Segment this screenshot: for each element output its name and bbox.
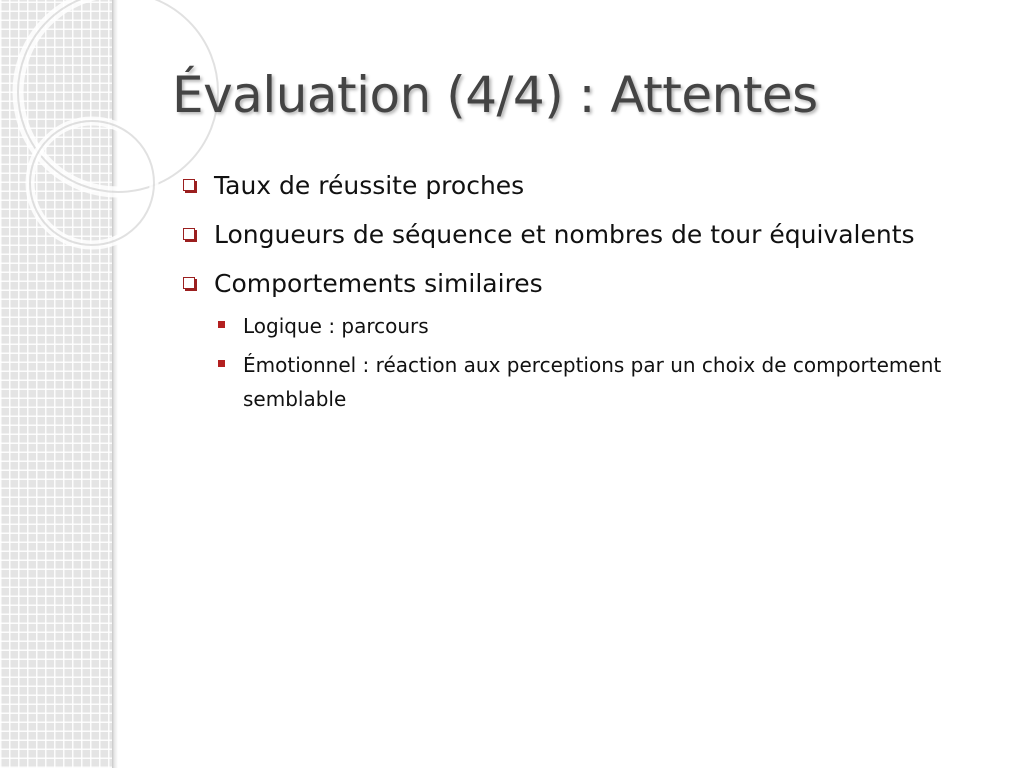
square-bullet-icon: [183, 228, 195, 240]
sub-bullet-list: [180, 309, 1010, 416]
sub-bullet-item: [216, 348, 1010, 416]
square-bullet-icon: [183, 277, 195, 289]
filled-square-bullet-icon: [218, 321, 225, 328]
bullet-text: Taux de réussite proches: [214, 171, 525, 200]
sub-bullet-text: Émotionnel : réaction aux perceptions par un choix de comportement semblable: [243, 353, 942, 411]
slide-title: Évaluation (4/4) : Attentes: [172, 66, 818, 124]
square-bullet-icon: [183, 179, 195, 191]
filled-square-bullet-icon: [218, 360, 225, 367]
bullet-item: [180, 166, 1010, 206]
sub-bullet-item: [216, 309, 1010, 343]
bullet-text: Longueurs de séquence et nombres de tour équivalents: [214, 220, 915, 249]
bullet-item: [180, 264, 1010, 304]
bullet-item: [180, 215, 1010, 255]
decorative-rings: [0, 0, 130, 260]
slide-content: [180, 166, 1010, 421]
bullet-text: Comportements similaires: [214, 269, 543, 298]
sub-bullet-text: Logique : parcours: [243, 314, 429, 338]
